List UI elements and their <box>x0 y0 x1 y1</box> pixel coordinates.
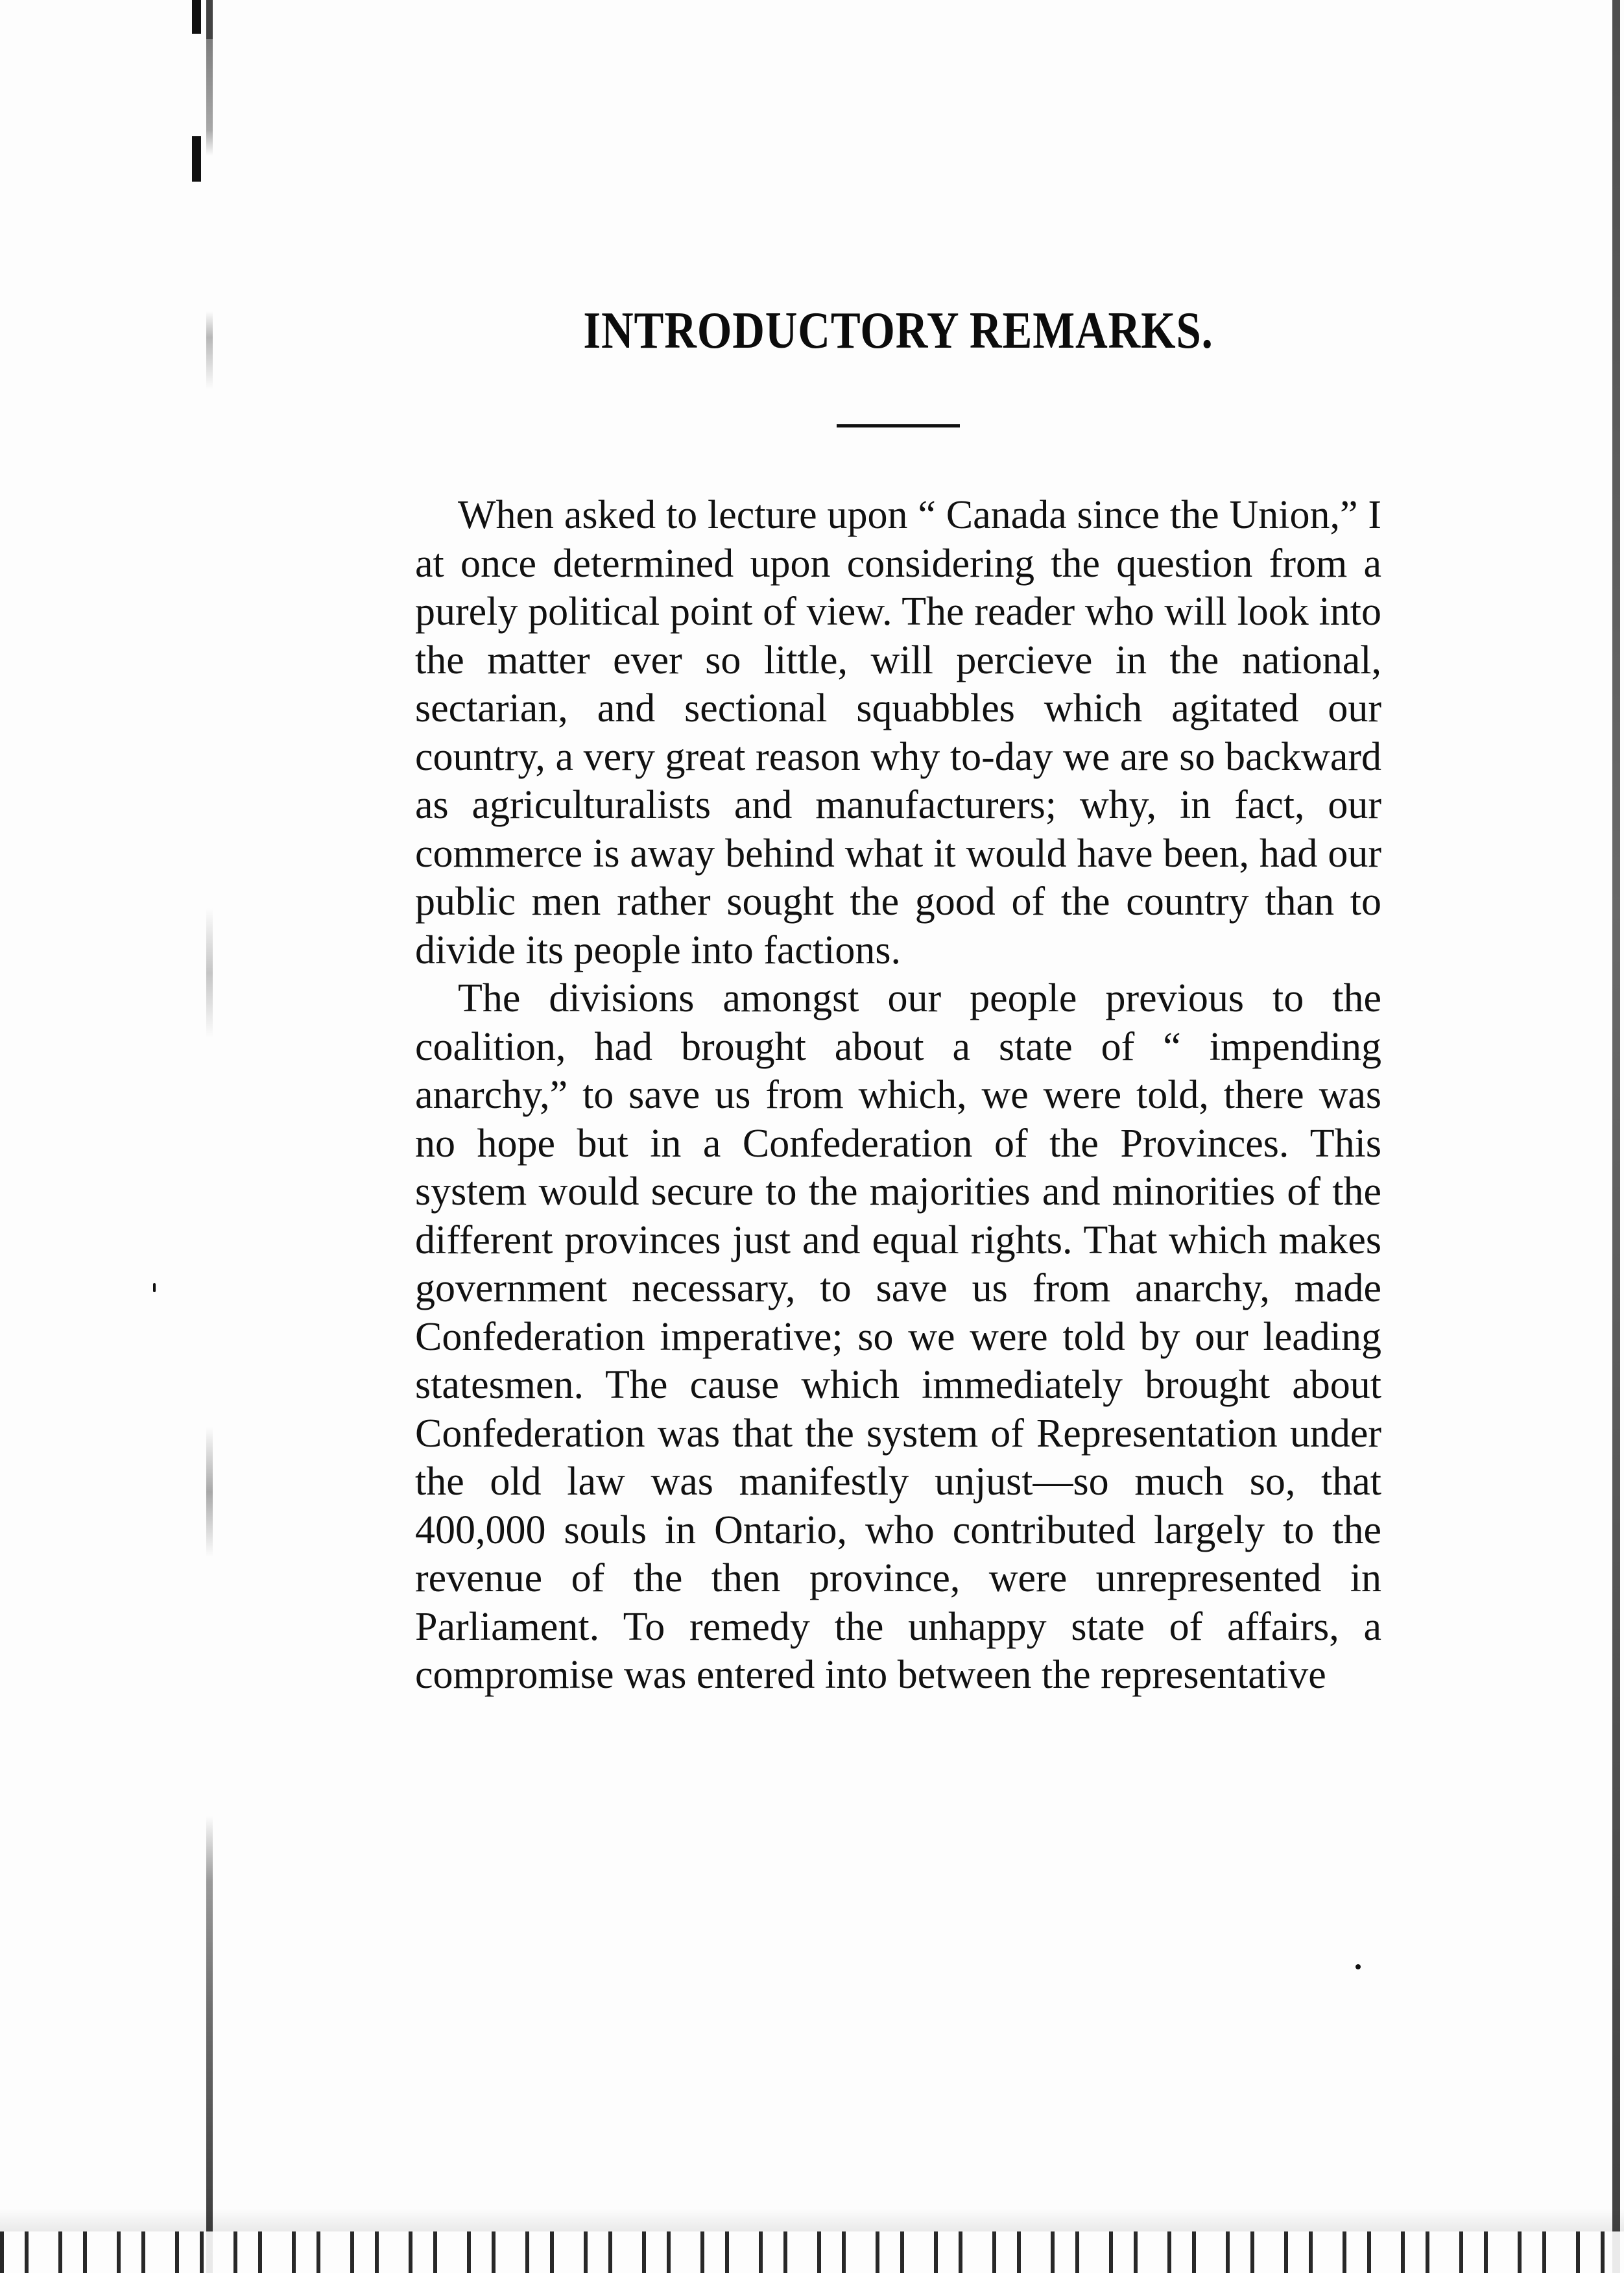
heading-rule <box>837 424 960 427</box>
paragraph-2: The divisions amongst our people previous to the coalition, had brought about a state of “ impending anarchy,” to save us from which, we were told, there was no hope but in a Confederation of the Provinces. This system would secure to the majorities and minorities of the different provinces just and equal rights. That which makes government necessary, to save us from anarchy, made Confederation imperative; so we were told by our leading statesmen. The cause which immediately brought about Confederation was that the system of Representation under the old law was manifestly unjust—so much so, that 400,000 souls in Ontario, who contributed largely to the revenue of the then province, were unrepresented in Parliament. To remedy the unhappy state of affairs, a compromise was entered into between the representative <box>415 976 1381 1697</box>
gutter-mark-top <box>192 0 201 34</box>
page-heading: INTRODUCTORY REMARKS. <box>583 302 1213 359</box>
gutter-mark-upper <box>192 136 201 182</box>
text-block <box>415 302 1381 1700</box>
ink-speck-left <box>153 1283 156 1292</box>
binding-gutter-line <box>206 0 213 2273</box>
bottom-shadow <box>0 2208 1624 2231</box>
right-page-edge <box>1612 0 1620 2273</box>
ink-speck <box>1355 1964 1361 1969</box>
paragraph-1: When asked to lecture upon “ Canada since the Union,” I at once determined upon considering the question from a purely political point of view. The reader who will look into the matter ever so little, will percieve in the national, sectarian, and sectional squabbles which agitated our country, a very great reason why to-day we are so backward as agriculturalists and manufacturers; why, in fact, our commerce is away behind what it would have been, had our public men rather sought the good of the country than to divide its people into factions. <box>415 493 1381 972</box>
bottom-scan-border <box>0 2231 1624 2273</box>
body-text <box>415 491 1381 1700</box>
